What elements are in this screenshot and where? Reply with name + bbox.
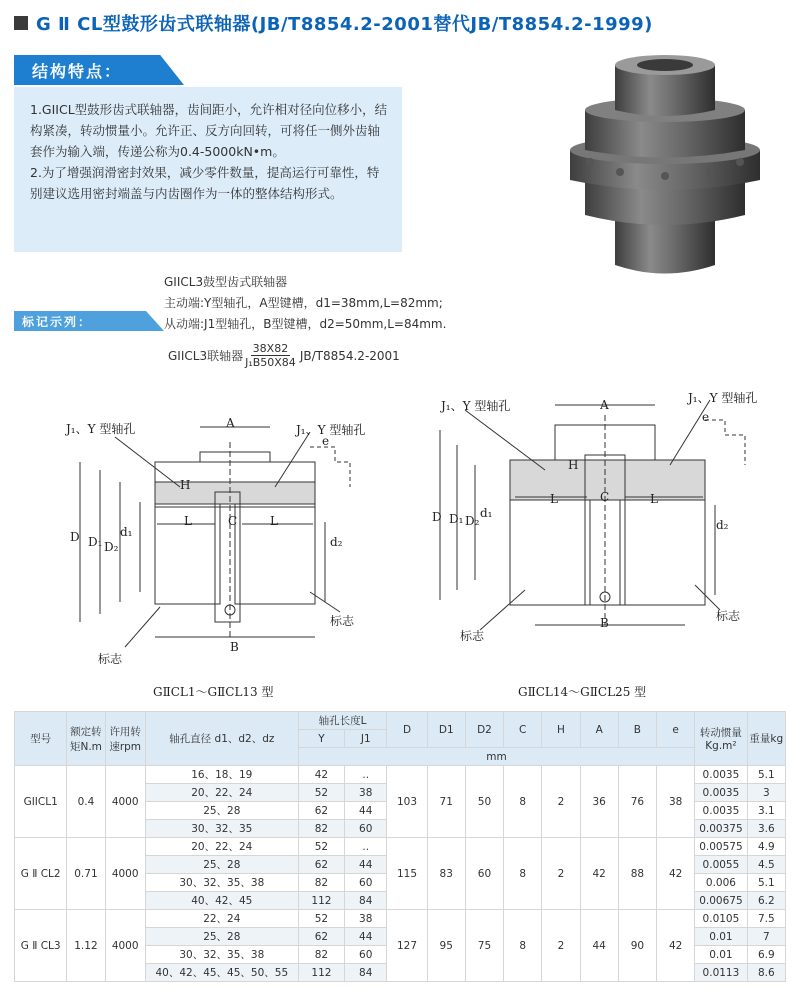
label-shaft-left-2: J₁、Y 型轴孔 [296, 423, 366, 437]
cell-D2: 60 [465, 838, 503, 910]
th-Y: Y [298, 730, 344, 748]
cell-inertia: 0.00375 [695, 820, 747, 838]
cell-D: 115 [387, 838, 427, 910]
label-shaft-right-2: J₁、Y 型轴孔 [688, 391, 758, 405]
cell-H: 2 [542, 910, 580, 982]
cell-weight: 5.1 [747, 766, 785, 784]
cell-model: G Ⅱ CL2 [15, 838, 67, 910]
feature-item-2: 2.为了增强润滑密封效果，减少零件数量，提高运行可靠性，特别建议选用密封端盖与内齿圈作为一体的整体结构形式。 [30, 165, 380, 201]
cell-Y: 52 [298, 838, 344, 856]
cell-H: 2 [542, 766, 580, 838]
cell-bore: 20、22、24 [145, 784, 298, 802]
label-shaft-right: J₁、Y 型轴孔 [441, 399, 511, 413]
features-box [14, 87, 402, 252]
cell-weight: 3.6 [747, 820, 785, 838]
dim-L-right-2: L [650, 492, 658, 506]
cell-weight: 3.1 [747, 802, 785, 820]
dim-L-right-1: L [550, 492, 558, 506]
cell-J1: 38 [345, 784, 387, 802]
features-tag [14, 55, 184, 85]
cell-bore: 25、28 [145, 802, 298, 820]
cell-Y: 62 [298, 856, 344, 874]
th-D2: D2 [465, 712, 503, 748]
label-shaft-left: J₁、Y 型轴孔 [66, 422, 136, 436]
label-mark-left-1: 标志 [330, 614, 355, 628]
marking-example [164, 272, 446, 335]
cell-C: 8 [504, 910, 542, 982]
cell-J1: 84 [345, 892, 387, 910]
cell-J1: .. [345, 838, 387, 856]
cell-bore: 16、18、19 [145, 766, 298, 784]
th-D1: D1 [427, 712, 465, 748]
cell-e: 42 [657, 838, 695, 910]
cell-bore: 25、28 [145, 856, 298, 874]
label-mark-right-2: 标志 [460, 629, 485, 643]
cell-bore: 25、28 [145, 928, 298, 946]
cell-J1: 44 [345, 928, 387, 946]
cell-D: 127 [387, 910, 427, 982]
dim-d2-left: d₂ [330, 535, 343, 549]
cell-D1: 71 [427, 766, 465, 838]
cell-inertia: 0.0105 [695, 910, 747, 928]
dim-D-right: D [432, 510, 442, 524]
cell-weight: 8.6 [747, 964, 785, 982]
dim-C-right: C [600, 490, 610, 504]
cell-e: 42 [657, 910, 695, 982]
spec-table [14, 711, 786, 982]
cell-speed: 4000 [105, 838, 145, 910]
label-mark-left-2: 标志 [98, 652, 123, 666]
cell-inertia: 0.006 [695, 874, 747, 892]
cell-D1: 95 [427, 910, 465, 982]
dim-d1-right: d₁ [480, 506, 493, 520]
dim-D2-right: D₂ [465, 514, 480, 528]
cell-J1: .. [345, 766, 387, 784]
cell-C: 8 [504, 766, 542, 838]
cell-A: 42 [580, 838, 618, 910]
formula-prefix: GIICL3联轴器 [168, 349, 244, 363]
cell-inertia: 0.0035 [695, 766, 747, 784]
cell-Y: 82 [298, 820, 344, 838]
dim-B-left: B [230, 640, 239, 654]
cell-J1: 60 [345, 946, 387, 964]
cell-torque: 1.12 [67, 910, 105, 982]
cell-e: 38 [657, 766, 695, 838]
cell-speed: 4000 [105, 910, 145, 982]
cell-inertia: 0.00575 [695, 838, 747, 856]
page-title-bar [14, 10, 653, 36]
th-A: A [580, 712, 618, 748]
dim-H-left: H [180, 478, 191, 492]
dim-e-left: e [322, 434, 330, 448]
dim-L-left-2: L [270, 514, 278, 528]
marking-line-2: 主动端:Y型轴孔，A型键槽，d1=38mm,L=82mm; [164, 296, 443, 310]
th-bore: 轴孔直径 d1、d2、dz [145, 712, 298, 766]
cell-torque: 0.71 [67, 838, 105, 910]
cell-A: 36 [580, 766, 618, 838]
cell-weight: 7 [747, 928, 785, 946]
dim-B-right: B [600, 616, 609, 630]
th-D: D [387, 712, 427, 748]
cell-Y: 42 [298, 766, 344, 784]
cell-J1: 60 [345, 820, 387, 838]
dim-C-left: C [228, 514, 238, 528]
th-mm: mm [298, 748, 694, 766]
cell-A: 44 [580, 910, 618, 982]
label-mark-right-1: 标志 [716, 609, 741, 623]
th-e: e [657, 712, 695, 748]
features-tag-label: 结构特点： [32, 62, 123, 81]
cell-J1: 60 [345, 874, 387, 892]
product-photo [560, 50, 770, 280]
cell-inertia: 0.01 [695, 928, 747, 946]
cell-weight: 6.9 [747, 946, 785, 964]
cell-bore: 20、22、24 [145, 838, 298, 856]
caption-right: GⅡCL14～GⅡCL25 型 [518, 685, 647, 699]
cell-C: 8 [504, 838, 542, 910]
dim-d2-right: d₂ [716, 518, 729, 532]
cell-inertia: 0.01 [695, 946, 747, 964]
cell-inertia: 0.0113 [695, 964, 747, 982]
cell-model: G Ⅱ CL3 [15, 910, 67, 982]
cell-J1: 44 [345, 856, 387, 874]
cell-Y: 112 [298, 964, 344, 982]
cell-Y: 52 [298, 784, 344, 802]
cell-bore: 22、24 [145, 910, 298, 928]
formula-suffix: JB/T8854.2-2001 [299, 348, 400, 363]
th-B: B [618, 712, 656, 748]
th-J1: J1 [345, 730, 387, 748]
dim-L-left-1: L [184, 514, 192, 528]
cell-J1: 38 [345, 910, 387, 928]
title-square-bullet [14, 16, 28, 30]
cell-J1: 84 [345, 964, 387, 982]
marking-tag [14, 311, 164, 331]
caption-left: GⅡCL1～GⅡCL13 型 [153, 685, 274, 699]
formula-numerator: 38X82 [252, 342, 289, 355]
cell-inertia: 0.0035 [695, 802, 747, 820]
cell-bore: 30、32、35、38 [145, 946, 298, 964]
cell-weight: 6.2 [747, 892, 785, 910]
th-length: 轴孔长度L [298, 712, 387, 730]
cell-B: 76 [618, 766, 656, 838]
cell-weight: 4.9 [747, 838, 785, 856]
cell-D1: 83 [427, 838, 465, 910]
cell-Y: 112 [298, 892, 344, 910]
cell-Y: 82 [298, 946, 344, 964]
cell-weight: 7.5 [747, 910, 785, 928]
th-inertia: 转动惯量Kg.m² [695, 712, 747, 766]
marking-line-3: 从动端:J1型轴孔，B型键槽，d2=50mm,L=84mm. [164, 317, 447, 331]
dim-e-right: e [702, 410, 710, 424]
formula-fraction [245, 342, 296, 369]
cell-weight: 3 [747, 784, 785, 802]
cell-B: 88 [618, 838, 656, 910]
feature-item-1: 1.GIICL型鼓形齿式联轴器，齿间距小，允许相对径向位移小，结构紧凑，转动惯量小。允许正、反方向回转，可将任一侧外齿轴套作为输入端，传递公称为0.4-5000kN•m。 [30, 102, 388, 159]
th-C: C [504, 712, 542, 748]
dim-A-left: A [226, 416, 235, 430]
formula-denominator: J₁B50X84 [245, 356, 296, 369]
cell-torque: 0.4 [67, 766, 105, 838]
dim-d1-left: d₁ [120, 525, 133, 539]
cell-model: GIICL1 [15, 766, 67, 838]
page-title: G Ⅱ CL型鼓形齿式联轴器(JB/T8854.2-2001替代JB/T8854.2-1999) [36, 14, 653, 35]
cell-bore: 40、42、45 [145, 892, 298, 910]
th-torque: 额定转矩N.m [67, 712, 105, 766]
cell-bore: 30、32、35、38 [145, 874, 298, 892]
cell-H: 2 [542, 838, 580, 910]
cell-weight: 5.1 [747, 874, 785, 892]
cell-D2: 50 [465, 766, 503, 838]
marking-line-1: GIICL3鼓型齿式联轴器 [164, 275, 288, 289]
cell-bore: 40、42、45、45、50、55 [145, 964, 298, 982]
cell-D: 103 [387, 766, 427, 838]
cell-J1: 44 [345, 802, 387, 820]
th-model: 型号 [15, 712, 67, 766]
th-speed: 许用转速rpm [105, 712, 145, 766]
cell-Y: 82 [298, 874, 344, 892]
marking-formula [168, 342, 400, 369]
cell-inertia: 0.0035 [695, 784, 747, 802]
cell-B: 90 [618, 910, 656, 982]
dim-D-left: D [70, 530, 80, 544]
cell-Y: 62 [298, 802, 344, 820]
dim-D1-left: D₁ [88, 535, 103, 549]
th-H: H [542, 712, 580, 748]
cell-D2: 75 [465, 910, 503, 982]
marking-tag-label: 标记示列： [22, 315, 93, 329]
th-weight: 重量kg [747, 712, 785, 766]
dim-H-right: H [568, 458, 579, 472]
cell-inertia: 0.00675 [695, 892, 747, 910]
cell-Y: 52 [298, 910, 344, 928]
cell-weight: 4.5 [747, 856, 785, 874]
cell-bore: 30、32、35 [145, 820, 298, 838]
cell-Y: 62 [298, 928, 344, 946]
dim-A-right: A [600, 398, 609, 412]
dim-D2-left: D₂ [104, 540, 119, 554]
cell-inertia: 0.0055 [695, 856, 747, 874]
dim-D1-right: D₁ [449, 512, 464, 526]
cell-speed: 4000 [105, 766, 145, 838]
